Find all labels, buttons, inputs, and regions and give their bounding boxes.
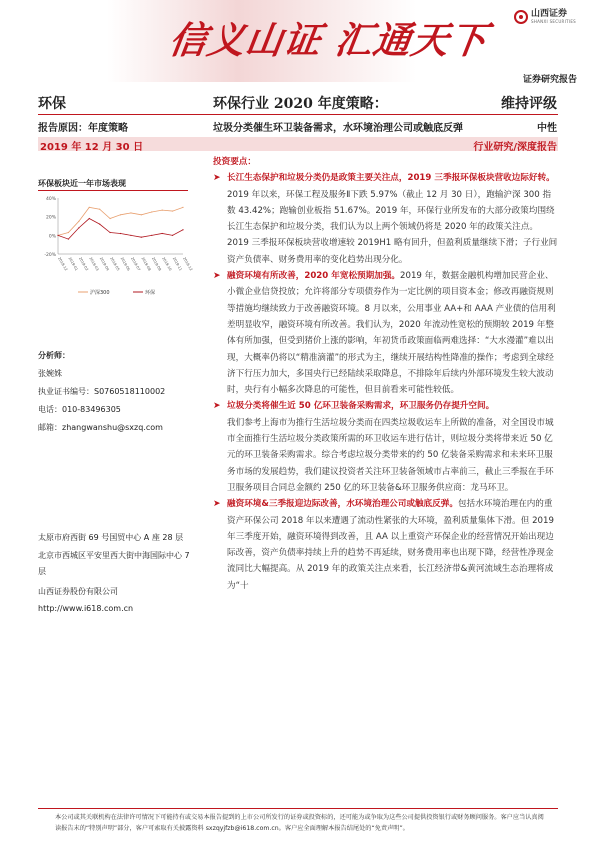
arrow-icon: ➤ — [213, 173, 221, 184]
analyst-email[interactable]: 邮箱：zhangwanshu@sxzq.com — [38, 423, 163, 432]
report-date: 2019 年 12 月 30 日 — [40, 142, 144, 153]
logo-name: 山西证券 — [531, 9, 568, 19]
data-point — [78, 221, 79, 222]
slogan: 信义山证 汇通天下 — [166, 18, 491, 62]
analyst-name: 张婉姝 — [38, 369, 62, 378]
company-logo — [514, 10, 576, 24]
section-heading: 投资要点： — [213, 157, 256, 167]
x-tick-label: 2019-04 — [98, 256, 110, 272]
x-tick-label: 2019-03 — [88, 256, 100, 272]
address-beijing: 北京市西城区平安里西大街中海国际中心 7 层 — [38, 551, 190, 576]
arrow-icon: ➤ — [213, 271, 221, 282]
rating-value: 中性 — [537, 123, 557, 134]
chart-title-divider — [38, 190, 188, 191]
data-point — [130, 235, 131, 236]
industry-name: 环保 — [38, 96, 66, 112]
data-point — [68, 232, 69, 233]
report-category: 行业研究/深度报告 — [473, 142, 557, 153]
y-tick-label: 20% — [45, 215, 56, 221]
data-point — [151, 211, 152, 212]
key-point-3: ➤ 垃圾分类将催生近 50 亿环卫装备采购需求，环卫服务仍存提升空间。 我们参考上海市为推行生活垃圾分类而在四类垃圾收运车上所做的准备，对全国设市城市全面推行生活垃圾分类政策所需的环卫收运车进行估计，则垃圾分类将带来近 50 亿元的环卫装备采购需求。综合考虑垃圾分类带来的约 50 亿装备采购需求和未来环卫服务市场的发展趋势，我们建议投资者关注环卫装备领域市占率前三，截止三季报在手环卫服务项目合同总金额约 250 亿的环卫装备&环卫服务供应商：龙马环卫。 — [213, 398, 558, 496]
data-point — [120, 214, 121, 215]
data-point — [57, 235, 58, 236]
series-line-0 — [58, 207, 183, 235]
data-point — [172, 210, 173, 211]
x-tick-label: 2019-11 — [171, 256, 183, 272]
data-point — [78, 227, 79, 228]
performance-chart — [38, 192, 194, 302]
data-point — [130, 212, 131, 213]
key-point-1: ➤ 长江生态保护和垃圾分类仍是政策主要关注点，2019 三季报环保板块营收边际好转。2019 年以来，环保工程及服务Ⅱ下跌 5.97%（截止 12 月 30 日），跑输沪深 300 指数 43.42%；跑输创业板指 51.67%。2019 年，环保行业所发布的大部分政策均围绕长江生态保护和垃圾分类，我们认为以上两个领域仍将是 2020 年的政策关注点。2019 三季报环保板块营收增速较 2019H1 略有回升，但盈利质量继续下滑；子行业间资产负债率、财务费用率的变化趋势出现分化。 — [213, 170, 558, 268]
data-point — [172, 235, 173, 236]
certificate-number: 执业证书编号：S0760518110002 — [38, 387, 166, 396]
footer-divider — [38, 808, 558, 809]
company-website[interactable]: http://www.i618.com.cn — [38, 604, 134, 613]
legend-label: 环保 — [145, 290, 156, 296]
logo-icon — [514, 10, 528, 24]
y-tick-label: 0% — [48, 234, 56, 240]
data-point — [89, 207, 90, 208]
series-line-1 — [58, 219, 183, 240]
logo-en: SHANXI SECURITIES — [531, 19, 577, 24]
data-point — [99, 209, 100, 210]
address-taiyuan: 太原市府西街 69 号国贸中心 A 座 28 层 — [38, 533, 184, 542]
data-point — [89, 218, 90, 219]
arrow-icon: ➤ — [213, 401, 221, 412]
data-point — [141, 214, 142, 215]
data-point — [109, 218, 110, 219]
x-tick-label: 2019-06 — [119, 256, 131, 272]
key-point-2: ➤ 融资环境有所改善，2020 年宽松预期加强。2019 年，数据金融机构增加民营企业、小微企业信贷投放；允许将部分专项债券作为一定比例的项目资本金；修改再融资规则等措施均继续致力于改善融资环境。8 月以来，公用事业 AA+和 AAA 产业债的信用利差明显收窄，融资环境有所改善。我们认为，2020 年流动性宽松的预期较 2019 年整体有所加强，但受到猪价上涨的影响，年初货币政策面临两难选择：“大水漫灌”难以出现，大概率仍将以“精准滴灌”的形式为主，继续开展结构性降准的操作；考虑到全球经济下行压力加大，多国央行已经陆续采取降息，不排除年后续内外部环境发生较大波动时，央行有小幅多次降息的可能性，但目前看来可能性较低。 — [213, 268, 558, 398]
main-content — [213, 154, 558, 594]
page-title: 环保行业 2020 年度策略： — [213, 96, 388, 112]
footer-disclaimer: 本公司或其关联机构在法律许可情况下可能持有或交易本报告提到的上市公司所发行的证券或投资标的，还可能为或争取为这些公司提供投资银行或财务顾问服务。客户应当认真阅读报告末的“特别声明”部分，客户可索取有关披露资料 sxzqyjfzb@i618.com.cn。客户应全面理解本报告结尾处的“免责声明”。 — [55, 814, 544, 832]
data-point — [182, 229, 183, 230]
rating-label: 维持评级 — [501, 96, 557, 112]
x-tick-label: 2018-12 — [57, 256, 69, 272]
arrow-icon: ➤ — [213, 499, 221, 510]
data-point — [68, 238, 69, 239]
y-tick-label: 40% — [45, 197, 56, 202]
x-tick-label: 2019-02 — [77, 256, 89, 272]
x-tick-label: 2019-12 — [182, 256, 194, 272]
data-point — [99, 224, 100, 225]
company-name: 山西证券股份有限公司 — [38, 587, 118, 596]
header-divider — [38, 114, 558, 115]
data-point — [151, 235, 152, 236]
data-point — [120, 233, 121, 234]
report-reason: 报告原因：年度策略 — [38, 123, 128, 134]
x-tick-label: 2019-07 — [130, 256, 142, 272]
chart-title: 环保板块近一年市场表现 — [38, 179, 126, 188]
data-point — [141, 237, 142, 238]
key-point-4: ➤ 融资环境&三季报迎边际改善，水环境治理公司或触底反弹。包括水环境治理在内的重资产环保公司 2018 年以来遭遇了流动性紧张的大环境，盈利质量集体下滑。但 2019 年三季度开始，融资环境得到改善，且 AA 以上重资产环保企业的经营情况开始出现边际改善，资产负债率持续上升的趋势不再延续，财务费用率也出现下降，经营性净现金流同比大幅提高。从 2019 年的政策关注点来看，长江经济带&黄河流域生态治理将成为“十 — [213, 496, 558, 594]
page-subtitle: 垃圾分类催生环卫装备需求，水环境治理公司或触底反弹 — [213, 123, 463, 134]
x-tick-label: 2019-08 — [140, 256, 152, 272]
report-type: 证券研究报告 — [522, 75, 577, 85]
x-tick-label: 2019-01 — [67, 256, 79, 272]
data-point — [162, 233, 163, 234]
legend-label: 沪深300 — [90, 290, 110, 296]
data-point — [182, 207, 183, 208]
analyst-label: 分析师： — [38, 351, 70, 360]
x-tick-label: 2019-10 — [161, 256, 173, 272]
x-tick-label: 2019-05 — [109, 256, 121, 272]
data-point — [109, 232, 110, 233]
data-point — [162, 210, 163, 211]
analyst-phone: 电话：010-83496305 — [38, 405, 121, 414]
x-tick-label: 2019-09 — [150, 256, 162, 272]
y-tick-label: -20% — [44, 253, 56, 258]
